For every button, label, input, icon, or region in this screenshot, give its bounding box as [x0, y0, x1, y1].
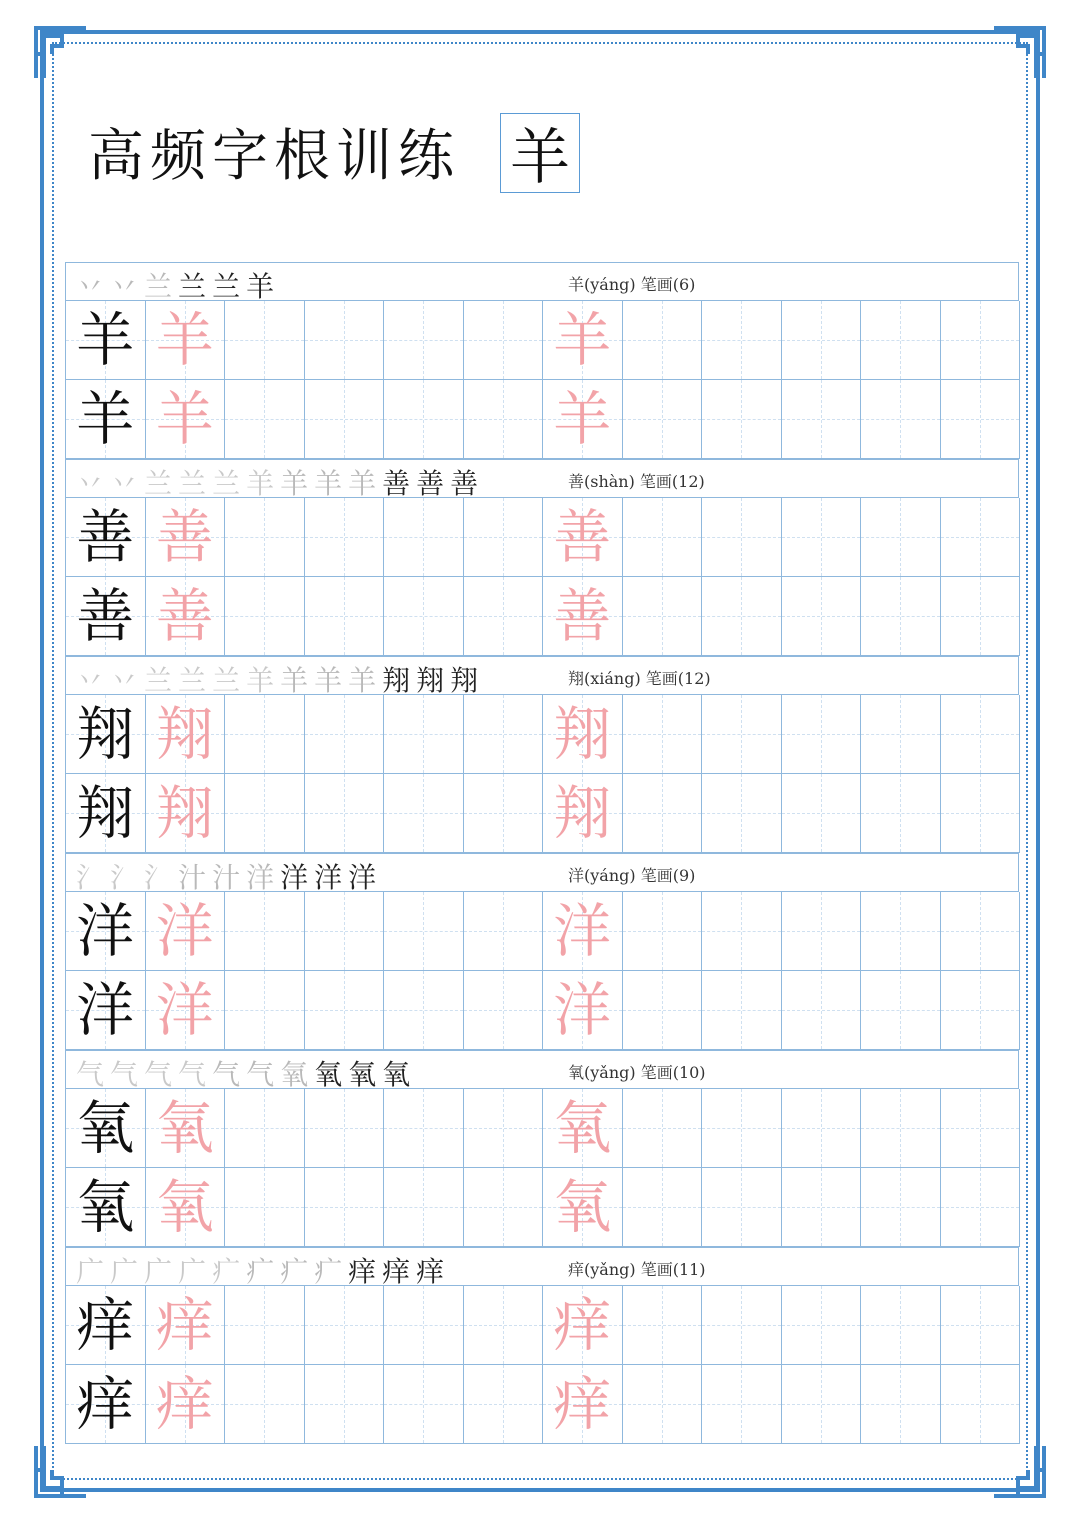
empty-practice-cell[interactable]	[305, 577, 385, 656]
stroke-step: 羊	[280, 467, 309, 500]
empty-practice-cell[interactable]	[782, 774, 862, 853]
empty-practice-cell[interactable]	[782, 1089, 862, 1168]
character-info: 翔(xiáng) 笔画(12)	[568, 669, 711, 688]
model-character-cell: 痒	[66, 1365, 146, 1444]
trace-character-cell[interactable]: 痒	[146, 1286, 226, 1365]
stroke-step: 翔	[416, 664, 445, 697]
empty-practice-cell[interactable]	[464, 1365, 544, 1444]
stroke-step: 气	[246, 1058, 275, 1091]
empty-practice-cell[interactable]	[305, 695, 385, 774]
stroke-step: 氵	[144, 861, 173, 894]
stroke-step: 氧	[314, 1058, 343, 1091]
empty-practice-cell[interactable]	[941, 301, 1021, 380]
corner-ornament	[990, 24, 1048, 82]
stroke-order	[76, 659, 478, 699]
empty-practice-cell[interactable]	[861, 774, 941, 853]
stroke-step: 兰	[212, 664, 241, 697]
stroke-step: 广	[144, 1255, 173, 1288]
empty-practice-cell[interactable]	[861, 971, 941, 1050]
trace-character-cell[interactable]: 羊	[146, 301, 226, 380]
empty-practice-cell[interactable]	[464, 498, 544, 577]
stroke-step: 洋	[348, 861, 377, 894]
practice-section	[65, 1247, 1019, 1444]
empty-practice-cell[interactable]	[384, 695, 464, 774]
empty-practice-cell[interactable]	[225, 577, 305, 656]
empty-practice-cell[interactable]	[861, 1168, 941, 1247]
empty-practice-cell[interactable]	[782, 301, 862, 380]
stroke-step: 广	[178, 1255, 207, 1288]
model-character-cell: 善	[66, 577, 146, 656]
stroke-step: 善	[450, 467, 479, 500]
empty-practice-cell[interactable]	[305, 301, 385, 380]
stroke-step: 汁	[178, 861, 207, 894]
empty-practice-cell[interactable]	[623, 498, 703, 577]
stroke-step: 羊	[314, 664, 343, 697]
trace-character-cell[interactable]: 善	[543, 498, 623, 577]
empty-practice-cell[interactable]	[782, 380, 862, 459]
empty-practice-cell[interactable]	[702, 498, 782, 577]
writing-grid	[65, 891, 1019, 1050]
empty-practice-cell[interactable]	[464, 301, 544, 380]
character-info: 痒(yǎng) 笔画(11)	[568, 1260, 706, 1279]
stroke-order	[76, 462, 478, 502]
stroke-step: 氧	[382, 1058, 411, 1091]
trace-character-cell[interactable]: 羊	[543, 301, 623, 380]
stroke-step: 疒	[314, 1255, 343, 1288]
empty-practice-cell[interactable]	[225, 1089, 305, 1168]
empty-practice-cell[interactable]	[782, 1286, 862, 1365]
model-character-cell: 氧	[66, 1089, 146, 1168]
stroke-step: 兰	[144, 664, 173, 697]
trace-character-cell[interactable]: 翔	[543, 774, 623, 853]
empty-practice-cell[interactable]	[702, 695, 782, 774]
empty-practice-cell[interactable]	[623, 971, 703, 1050]
trace-character-cell[interactable]: 翔	[146, 695, 226, 774]
empty-practice-cell[interactable]	[623, 892, 703, 971]
empty-practice-cell[interactable]	[623, 774, 703, 853]
empty-practice-cell[interactable]	[702, 577, 782, 656]
empty-practice-cell[interactable]	[702, 774, 782, 853]
model-character-cell: 洋	[66, 892, 146, 971]
stroke-step: 气	[76, 1058, 105, 1091]
stroke-step: 羊	[280, 664, 309, 697]
empty-practice-cell[interactable]	[305, 1365, 385, 1444]
trace-character-cell[interactable]: 氧	[146, 1168, 226, 1247]
stroke-step: 翔	[450, 664, 479, 697]
stroke-step: 洋	[314, 861, 343, 894]
empty-practice-cell[interactable]	[941, 498, 1021, 577]
empty-practice-cell[interactable]	[941, 695, 1021, 774]
character-info: 善(shàn) 笔画(12)	[568, 472, 705, 491]
practice-section	[65, 853, 1019, 1050]
empty-practice-cell[interactable]	[225, 1365, 305, 1444]
empty-practice-cell[interactable]	[941, 1286, 1021, 1365]
practice-section	[65, 1050, 1019, 1247]
empty-practice-cell[interactable]	[782, 971, 862, 1050]
empty-practice-cell[interactable]	[861, 1089, 941, 1168]
stroke-step: 丷	[110, 270, 139, 303]
stroke-step: 广	[110, 1255, 139, 1288]
stroke-step: 洋	[246, 861, 275, 894]
model-character-cell: 洋	[66, 971, 146, 1050]
writing-grid	[65, 1285, 1019, 1444]
stroke-step: 氵	[76, 861, 105, 894]
empty-practice-cell[interactable]	[305, 1286, 385, 1365]
empty-practice-cell[interactable]	[941, 1089, 1021, 1168]
empty-practice-cell[interactable]	[464, 380, 544, 459]
stroke-step: 善	[416, 467, 445, 500]
stroke-step: 汁	[212, 861, 241, 894]
stroke-step: 兰	[178, 664, 207, 697]
stroke-step: 兰	[144, 467, 173, 500]
model-character-cell: 翔	[66, 695, 146, 774]
stroke-step: 痒	[416, 1255, 445, 1288]
section-header	[65, 1050, 1019, 1091]
empty-practice-cell[interactable]	[782, 498, 862, 577]
character-info: 羊(yáng) 笔画(6)	[568, 275, 696, 294]
empty-practice-cell[interactable]	[941, 1365, 1021, 1444]
empty-practice-cell[interactable]	[623, 301, 703, 380]
writing-grid	[65, 300, 1019, 459]
stroke-step: 善	[382, 467, 411, 500]
empty-practice-cell[interactable]	[782, 1168, 862, 1247]
stroke-step: 羊	[348, 664, 377, 697]
stroke-step: 洋	[280, 861, 309, 894]
empty-practice-cell[interactable]	[941, 577, 1021, 656]
practice-section	[65, 459, 1019, 656]
trace-character-cell[interactable]: 氧	[543, 1168, 623, 1247]
empty-practice-cell[interactable]	[464, 1089, 544, 1168]
empty-practice-cell[interactable]	[941, 774, 1021, 853]
stroke-order	[76, 265, 274, 305]
model-character-cell: 羊	[66, 301, 146, 380]
empty-practice-cell[interactable]	[782, 577, 862, 656]
trace-character-cell[interactable]: 善	[146, 498, 226, 577]
stroke-step: 疒	[280, 1255, 309, 1288]
stroke-step: 羊	[348, 467, 377, 500]
empty-practice-cell[interactable]	[305, 774, 385, 853]
empty-practice-cell[interactable]	[861, 892, 941, 971]
trace-character-cell[interactable]: 善	[543, 577, 623, 656]
empty-practice-cell[interactable]	[464, 1286, 544, 1365]
empty-practice-cell[interactable]	[305, 1168, 385, 1247]
trace-character-cell[interactable]: 洋	[543, 892, 623, 971]
section-header	[65, 262, 1019, 303]
stroke-step: 丷	[76, 467, 105, 500]
stroke-step: 羊	[314, 467, 343, 500]
empty-practice-cell[interactable]	[861, 1286, 941, 1365]
corner-ornament	[32, 24, 90, 82]
empty-practice-cell[interactable]	[384, 498, 464, 577]
empty-practice-cell[interactable]	[782, 695, 862, 774]
empty-practice-cell[interactable]	[305, 892, 385, 971]
stroke-step: 兰	[212, 270, 241, 303]
empty-practice-cell[interactable]	[384, 1365, 464, 1444]
empty-practice-cell[interactable]	[225, 774, 305, 853]
model-character-cell: 翔	[66, 774, 146, 853]
stroke-step: 气	[212, 1058, 241, 1091]
empty-practice-cell[interactable]	[623, 695, 703, 774]
stroke-step: 痒	[348, 1255, 377, 1288]
empty-practice-cell[interactable]	[464, 577, 544, 656]
trace-character-cell[interactable]: 翔	[146, 774, 226, 853]
stroke-step: 氵	[110, 861, 139, 894]
empty-practice-cell[interactable]	[623, 577, 703, 656]
empty-practice-cell[interactable]	[782, 892, 862, 971]
model-character-cell: 痒	[66, 1286, 146, 1365]
empty-practice-cell[interactable]	[623, 1286, 703, 1365]
character-info: 氧(yǎng) 笔画(10)	[568, 1063, 706, 1082]
practice-section	[65, 262, 1019, 459]
practice-section	[65, 656, 1019, 853]
writing-grid	[65, 1088, 1019, 1247]
trace-character-cell[interactable]: 痒	[146, 1365, 226, 1444]
page-title: 高频字根训练	[88, 124, 460, 189]
empty-practice-cell[interactable]	[384, 301, 464, 380]
stroke-step: 丷	[76, 270, 105, 303]
empty-practice-cell[interactable]	[305, 1089, 385, 1168]
empty-practice-cell[interactable]	[384, 892, 464, 971]
stroke-step: 疒	[246, 1255, 275, 1288]
trace-character-cell[interactable]: 痒	[543, 1286, 623, 1365]
stroke-step: 广	[76, 1255, 105, 1288]
stroke-step: 丷	[110, 664, 139, 697]
stroke-step: 气	[178, 1058, 207, 1091]
empty-practice-cell[interactable]	[225, 498, 305, 577]
stroke-step: 兰	[178, 467, 207, 500]
writing-grid	[65, 694, 1019, 853]
empty-practice-cell[interactable]	[941, 892, 1021, 971]
stroke-step: 翔	[382, 664, 411, 697]
empty-practice-cell[interactable]	[225, 1286, 305, 1365]
empty-practice-cell[interactable]	[941, 380, 1021, 459]
empty-practice-cell[interactable]	[464, 1168, 544, 1247]
stroke-step: 丷	[76, 664, 105, 697]
empty-practice-cell[interactable]	[464, 695, 544, 774]
stroke-order	[76, 1250, 444, 1290]
stroke-step: 痒	[382, 1255, 411, 1288]
empty-practice-cell[interactable]	[225, 695, 305, 774]
trace-character-cell[interactable]: 氧	[543, 1089, 623, 1168]
trace-character-cell[interactable]: 洋	[146, 971, 226, 1050]
empty-practice-cell[interactable]	[384, 380, 464, 459]
stroke-step: 气	[110, 1058, 139, 1091]
character-info: 洋(yáng) 笔画(9)	[568, 866, 696, 885]
empty-practice-cell[interactable]	[384, 1286, 464, 1365]
stroke-order	[76, 1053, 410, 1093]
empty-practice-cell[interactable]	[305, 380, 385, 459]
empty-practice-cell[interactable]	[464, 892, 544, 971]
empty-practice-cell[interactable]	[225, 380, 305, 459]
empty-practice-cell[interactable]	[384, 577, 464, 656]
section-header	[65, 459, 1019, 500]
empty-practice-cell[interactable]	[464, 774, 544, 853]
trace-character-cell[interactable]: 羊	[543, 380, 623, 459]
section-header	[65, 853, 1019, 894]
empty-practice-cell[interactable]	[702, 971, 782, 1050]
empty-practice-cell[interactable]	[702, 380, 782, 459]
stroke-step: 兰	[144, 270, 173, 303]
stroke-step: 氧	[280, 1058, 309, 1091]
empty-practice-cell[interactable]	[384, 1089, 464, 1168]
empty-practice-cell[interactable]	[861, 301, 941, 380]
empty-practice-cell[interactable]	[702, 301, 782, 380]
empty-practice-cell[interactable]	[861, 577, 941, 656]
practice-sheet	[65, 262, 1019, 1444]
empty-practice-cell[interactable]	[305, 971, 385, 1050]
stroke-step: 疒	[212, 1255, 241, 1288]
trace-character-cell[interactable]: 羊	[146, 380, 226, 459]
trace-character-cell[interactable]: 洋	[543, 971, 623, 1050]
stroke-step: 兰	[178, 270, 207, 303]
empty-practice-cell[interactable]	[384, 774, 464, 853]
stroke-step: 丷	[110, 467, 139, 500]
empty-practice-cell[interactable]	[702, 1168, 782, 1247]
stroke-step: 羊	[246, 664, 275, 697]
empty-practice-cell[interactable]	[702, 1365, 782, 1444]
corner-ornament	[990, 1442, 1048, 1500]
trace-character-cell[interactable]: 洋	[146, 892, 226, 971]
empty-practice-cell[interactable]	[225, 892, 305, 971]
trace-character-cell[interactable]: 翔	[543, 695, 623, 774]
title-character: 羊	[510, 123, 570, 193]
empty-practice-cell[interactable]	[782, 1365, 862, 1444]
empty-practice-cell[interactable]	[225, 301, 305, 380]
section-header	[65, 1247, 1019, 1288]
trace-character-cell[interactable]: 氧	[146, 1089, 226, 1168]
empty-practice-cell[interactable]	[384, 1168, 464, 1247]
empty-practice-cell[interactable]	[623, 1365, 703, 1444]
empty-practice-cell[interactable]	[941, 971, 1021, 1050]
trace-character-cell[interactable]: 痒	[543, 1365, 623, 1444]
empty-practice-cell[interactable]	[861, 380, 941, 459]
empty-practice-cell[interactable]	[861, 695, 941, 774]
empty-practice-cell[interactable]	[702, 1286, 782, 1365]
stroke-step: 兰	[212, 467, 241, 500]
empty-practice-cell[interactable]	[861, 1365, 941, 1444]
empty-practice-cell[interactable]	[225, 1168, 305, 1247]
stroke-step: 羊	[246, 467, 275, 500]
model-character-cell: 善	[66, 498, 146, 577]
empty-practice-cell[interactable]	[384, 971, 464, 1050]
empty-practice-cell[interactable]	[623, 1168, 703, 1247]
title-character-box	[500, 113, 580, 193]
stroke-step: 氧	[348, 1058, 377, 1091]
model-character-cell: 羊	[66, 380, 146, 459]
corner-ornament	[32, 1442, 90, 1500]
stroke-order	[76, 856, 376, 896]
stroke-step: 气	[144, 1058, 173, 1091]
empty-practice-cell[interactable]	[305, 498, 385, 577]
empty-practice-cell[interactable]	[861, 498, 941, 577]
empty-practice-cell[interactable]	[623, 380, 703, 459]
empty-practice-cell[interactable]	[464, 971, 544, 1050]
empty-practice-cell[interactable]	[623, 1089, 703, 1168]
empty-practice-cell[interactable]	[702, 892, 782, 971]
section-header	[65, 656, 1019, 697]
empty-practice-cell[interactable]	[225, 971, 305, 1050]
stroke-step: 羊	[246, 270, 275, 303]
trace-character-cell[interactable]: 善	[146, 577, 226, 656]
model-character-cell: 氧	[66, 1168, 146, 1247]
writing-grid	[65, 497, 1019, 656]
empty-practice-cell[interactable]	[702, 1089, 782, 1168]
empty-practice-cell[interactable]	[941, 1168, 1021, 1247]
